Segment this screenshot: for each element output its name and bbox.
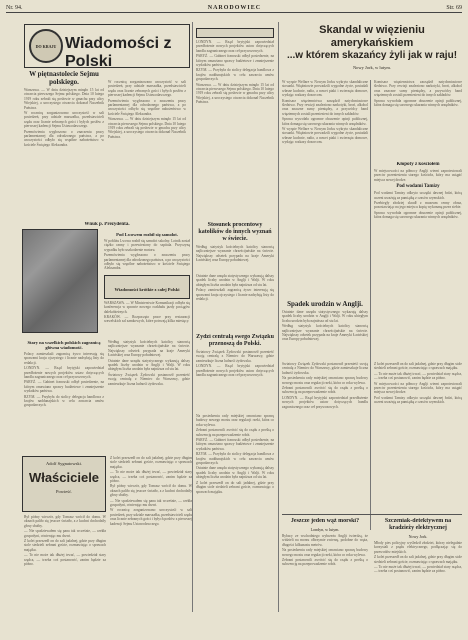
paragraph: Z kolei przeszedł on do sali jadalnej, gdzie przy długim stole siedzieli zebrani goście, rozmawiając o sprawach majątku. — [374, 555, 462, 564]
paragraph: W pobliżu Lwowa rozbił się samolot szkolny. Lotnik został ciężko ranny i przewieziony do szpitala. Przyczyną wypadku było uszkodzenie motoru. — [104, 239, 190, 252]
article-body — [282, 80, 368, 145]
article-body — [24, 352, 104, 408]
novel-author: Adolf Sygnatowski. — [46, 461, 82, 466]
article-body — [196, 350, 274, 377]
article-col3-mid — [196, 274, 274, 334]
paragraph: W wyspie Welfare w Nowym Jorku wykryto skandaliczne stosunki. Więźniowie prowadzili wygodne życie, posiadali własne kuchnie, radio, a nawet ptaki i zwierzęta domowe, wydając rozkazy dozorcom. — [282, 127, 368, 145]
paragraph: — To nie może tak dłużej trwać, — powiedział stary rządca, — trzeba coś postanowić, zanim będzie za późno. — [374, 565, 462, 574]
photo-caption: Wnuk p. Prezydenta. — [84, 222, 130, 227]
paragraph: WARSZAWA. — W Ministerstwie Komunikacji odbyła się konferencja w sprawie nowego rozkładu jazdy pociągów dalekobieżnych. — [104, 300, 190, 314]
paragraph: RZYM. — Przybyła do stolicy delegacja handlowa z krajów naddunajskich w celu zawarcia umów gospodarczych. — [196, 452, 274, 466]
dateline: Londyn, w lutym. — [310, 527, 340, 532]
paragraph: Był późny wieczór, gdy Tomasz wrócił do domu. W oknach paliło się jeszcze światło, a z kuchni dochodziły głosy służby. — [110, 484, 192, 498]
paragraph: RZYM. — Przybyła do stolicy delegacja handlowa z krajów naddunajskich w celu zawarcia umów gospodarczych. — [24, 394, 104, 408]
article-title: W piętnastolecie Sejmu polskiego. — [29, 70, 99, 86]
paragraph: Pod wodami Tamizy odkryto szczątki dawnej łodzi, którą uczeni uważają za pamiątkę z czasów rzymskich. — [374, 191, 462, 200]
article-stosunek — [196, 222, 274, 272]
article-szczeniak — [374, 518, 462, 630]
paragraph: LONDYN. — Rząd brytyjski zapowiedział przedłożenie nowych projektów ustaw dotyczących handlu zagranicznego oraz ceł przywozowych. — [24, 366, 104, 380]
article-col3-lower — [196, 414, 274, 630]
article-zydzi — [196, 334, 274, 414]
serial-novel-banner — [22, 456, 106, 512]
paragraph: Na posiedzeniu rady miejskiej omawiano sprawę budowy nowego mostu oraz regulacji rzeki, która co roku wylewa. — [196, 414, 274, 427]
paragraph: Pod wodami Tamizy odkryto szczątki dawnej łodzi, którą uczeni uważają za pamiątkę z czasów rzymskich. — [374, 395, 462, 405]
paragraph: PARYŻ. — Gabinet francuski odbył posiedzenie, na którym omawiano sprawy budżetowe i zmniejszenie wydatków państwa. — [196, 438, 274, 451]
article-title: Szczeniak-detektywem na kradzieży elektrycznej — [384, 518, 452, 531]
column-rule — [278, 22, 279, 612]
paragraph: Światowy Związek Żydowski postanowił przenieść swoją centralę z Niemiec do Warszawy, gdzie zamieszkuje liczna ludność żydowska. — [282, 362, 368, 375]
article-title: Spadek urodzin w Anglji. — [287, 300, 363, 308]
paragraph: Przemówienia wygłoszono o znaczeniu pracy parlamentarnej dla odrodzonego państwa, a po uroczystości odbyło się wspólne nabożeństwo w kościele Świętego Aleksandra. — [108, 98, 186, 116]
article-body — [282, 534, 368, 567]
paragraph: — Nie spodziewałem się pana tak wcześnie, — rzekła gospodyni, otwierając mu drzwi. — [24, 529, 106, 538]
novel-subtitle: Powieść. — [55, 489, 73, 494]
article-sejm-cont — [108, 80, 186, 220]
paragraph: LONDYN. — Rząd brytyjski zapowiedział przedłożenie nowych projektów ustaw dotyczących handlu zagranicznego oraz ceł przywozowych. — [196, 364, 274, 378]
article-sejm — [24, 70, 104, 220]
article-body — [374, 80, 462, 107]
article-body — [24, 88, 104, 147]
paragraph: Według statystyk kościelnych katolicy stanowią najliczniejsze wyznanie chrześcijańskie na świecie. Największy odsetek przypada na kraje Ameryki Łacińskiej oraz Europy południowej. — [282, 324, 368, 342]
article-body — [108, 80, 186, 139]
paragraph: Polacy zamieszkali zagranicą żywo interesują się sprawami kraju ojczystego i licznie nadsyłają listy do redakcji. — [24, 352, 104, 365]
article-krotkie1 — [196, 40, 274, 220]
article-jeszcze — [282, 518, 368, 630]
paragraph: Warszawa. — W dniu dzisiejszym minęło 15 lat od otwarcia pierwszego Sejmu polskiego. Dnia 10 lutego 1919 roku zebrali się posłowie w gmachu przy ulicy Wiejskiej, a uroczystego otwarcia dokonał Naczelnik Państwa. — [108, 117, 186, 139]
novel-title: Właściciele — [28, 470, 100, 485]
article-spadek — [282, 300, 368, 360]
article-title: Jeszcze jeden wąż morski? — [290, 518, 360, 524]
dateline: Nowy Jork, w lutym. — [352, 65, 392, 70]
paragraph: Ostatnie dane urzędu statystycznego wykazują dalszy spadek liczby urodzin w Anglji i Walji. W roku ubiegłym liczba urodzin była najniższa od stu lat. — [196, 274, 274, 287]
paragraph: Młody pies policyjny wyśledził złodziei, którzy nielegalnie korzystali z prądu elektrycznego, podłączając się do przewodów miejskich. — [374, 541, 462, 554]
paragraph: LONDYN. — Rząd brytyjski zapowiedział przedłożenie nowych projektów ustaw dotyczących handlu zagranicznego oraz ceł przywozowych. — [282, 395, 368, 409]
article-body — [374, 191, 462, 219]
seal-text: DO KRAJU — [35, 43, 57, 49]
seal-icon — [29, 29, 63, 63]
column-rule — [370, 80, 371, 530]
paragraph: Według statystyk kościelnych katolicy stanowią najliczniejsze wyznanie chrześcijańskie na świecie. Największy odsetek przypada na kraje Ameryki Łacińskiej oraz Europy południowej. — [196, 245, 274, 263]
article-body — [110, 456, 192, 526]
paragraph: Ostatnie dane urzędu statystycznego wykazują dalszy spadek liczby urodzin w Anglji i Walji. W roku ubiegłym liczba urodzin była najniższa od stu lat. — [108, 358, 190, 372]
novel-text-cont — [110, 456, 192, 630]
subheadline: ...w którem skazańcy żyli jak w raju! — [286, 50, 458, 61]
article-body — [196, 40, 274, 105]
paragraph: — To nie może tak dłużej trwać, — powiedział stary rządca, — trzeba coś postanowić, zanim będzie za późno. — [110, 470, 192, 484]
article-skandal-headline — [282, 24, 462, 76]
article-col5-lower — [374, 362, 462, 512]
photo-side-text — [104, 232, 190, 325]
paragraph: Zebrani postanowili zwrócić się do rządu z prośbą o subwencję na przeprowadzenie robót. — [282, 386, 368, 395]
paragraph: Zebrani postanowili zwrócić się do rządu z prośbą o subwencję na przeprowadzenie robót. — [196, 428, 274, 437]
paragraph: PARYŻ. — Gabinet francuski odbył posiedzenie, na którym omawiano sprawy budżetowe i zmniejszenie wydatków państwa. — [24, 380, 104, 394]
paragraph: Rybacy ze wschodniego wybrzeża Anglji twierdzą, że widzieli na morzu olbrzymie zwierzę, podobne do węża, długości kilkunastu metrów. — [282, 534, 368, 547]
article-title: Pod Lwowem rozbił się samolot. — [116, 232, 178, 237]
paragraph: W rocznicę zorganizowano uroczystość w sali posiedzeń, przy udziale marszałka, przedstawicieli rządu oraz licznie zebranych gości i byłych posłów z pierwszej kadencji Sejmu Ustawodawczego. — [110, 508, 192, 526]
article-body — [374, 362, 462, 405]
newspaper-title: NARODOWIEC — [207, 4, 262, 11]
column-rule — [192, 22, 193, 612]
article-body — [374, 541, 462, 574]
paragraph: W rocznicę zorganizowano uroczystość w sali posiedzeń, przy udziale marszałka, przedstawicieli rządu oraz licznie zebranych gości i byłych posłów z pierwszej kadencji Sejmu Ustawodawczego. — [24, 111, 104, 129]
article-stare — [24, 340, 104, 450]
article-skandal-body — [282, 80, 368, 298]
banner-title: Wiadomości krótkie z całej Polski — [114, 286, 180, 292]
paragraph: — To nie może tak dłużej trwać, — powiedział stary rządca, — trzeba coś postanowić, zanim będzie za późno. — [24, 553, 106, 567]
paragraph: LONDYN. — Rząd brytyjski zapowiedział przedłożenie nowych projektów ustaw dotyczących handlu zagranicznego oraz ceł przywozowych. — [196, 40, 274, 53]
paragraph: Na posiedzeniu rady miejskiej omawiano sprawę budowy nowego mostu oraz regulacji rzeki, która co roku wylewa. — [282, 548, 368, 557]
paragraph: Z kolei przeszedł on do sali jadalnej, gdzie przy długim stole siedzieli zebrani goście, rozmawiając o sprawach majątku. — [374, 362, 462, 371]
photo-image — [22, 229, 98, 333]
krotkie-banner — [104, 275, 190, 299]
paragraph: Warszawa. — W dniu dzisiejszym minęło 15 lat od otwarcia pierwszego Sejmu polskiego. Dnia 10 lutego 1919 roku zebrali się posłowie w gmachu przy ulicy Wiejskiej, a uroczystego otwarcia dokonał Naczelnik Państwa. — [196, 82, 274, 105]
paragraph: W wyspie Welfare w Nowym Jorku wykryto skandaliczne stosunki. Więźniowie prowadzili wygodne życie, posiadali własne kuchnie, radio, a nawet ptaki i zwierzęta domowe, wydając rozkazy dozorcom. — [282, 80, 368, 98]
article-body — [104, 239, 190, 271]
paragraph: Światowy Związek Żydowski postanowił przenieść swoją centralę z Niemiec do Warszawy, gdzie zamieszkuje liczna ludność żydowska. — [196, 350, 274, 363]
article-body — [374, 169, 462, 182]
article-title: Żydzi centralą swego Związku przenoszą do Polski. — [196, 334, 274, 347]
paragraph: Przemówienia wygłoszono o znaczeniu pracy parlamentarnej dla odrodzonego państwa, a po uroczystości odbyło się wspólne nabożeństwo w kościele Świętego Aleksandra. — [24, 129, 104, 147]
paragraph: Według statystyk kościelnych katolicy stanowią najliczniejsze wyznanie chrześcijańskie na świecie. Największy odsetek przypada na kraje Ameryki Łacińskiej oraz Europy południowej. — [108, 340, 190, 358]
article-title: Pod wodami Tamizy — [396, 184, 440, 190]
article-body — [196, 274, 274, 301]
paragraph: Światowy Związek Żydowski postanowił przenieść swoją centralę z Niemiec do Warszawy, gdzie zamieszkuje liczna ludność żydowska. — [108, 372, 190, 386]
paragraph: PARYŻ. — Gabinet francuski odbył posiedzenie, na którym omawiano sprawy budżetowe i zmniejszenie wydatków państwa. — [196, 54, 274, 68]
paragraph: — To nie może tak dłużej trwać, — powiedział stary rządca, — trzeba coś postanowić, zanim będzie za późno. — [374, 371, 462, 381]
issue-number: Nr. 94. — [6, 4, 23, 11]
paragraph: W miejscowości na północy Anglji wierni zaprotestowali przeciw przeniesieniu starego kościoła, który ma ustąpić miejsca nowej drodze. — [374, 381, 462, 395]
paragraph: Przemówienia wygłoszono o znaczeniu pracy parlamentarnej dla odrodzonego państwa, a po uroczystości odbyło się wspólne nabożeństwo w kościele Świętego Aleksandra. — [104, 253, 190, 271]
article-col2-lower — [108, 340, 190, 450]
novel-text — [24, 515, 106, 630]
paragraph: — Nie spodziewałem się pana tak wcześnie, — rzekła gospodyni, otwierając mu drzwi. — [110, 498, 192, 508]
article-body — [104, 301, 190, 324]
paragraph: Ostatnie dane urzędu statystycznego wykazują dalszy spadek liczby urodzin w Anglji i Walji. W roku ubiegłym liczba urodzin była najniższa od stu lat. — [282, 310, 368, 323]
paragraph: Komisarz więziennictwa zarządził natychmiastowe śledztwo. Przy rewizji znaleziono narkotyki, broń, alkohol oraz znaczne sumy pieniędzy, a przywódcy band więziennych zostali przeniesieni do innych zakładów. — [282, 98, 368, 116]
paragraph: RZYM. — Przybyła do stolicy delegacja handlowa z krajów naddunajskich w celu zawarcia umów gospodarczych. — [196, 68, 274, 82]
masthead — [24, 24, 190, 68]
paragraph: Warszawa. — W dniu dzisiejszym minęło 15 lat od otwarcia pierwszego Sejmu polskiego. Dnia 10 lutego 1919 roku zebrali się posłowie w gmachu przy ulicy Wiejskiej, a uroczystego otwarcia dokonał Naczelnik Państwa. — [24, 88, 104, 110]
paragraph: Polacy zamieszkali zagranicą żywo interesują się sprawami kraju ojczystego i licznie nadsyłają listy do redakcji. — [196, 288, 274, 302]
masthead-title: Wiadomości z Polski — [65, 35, 172, 68]
krotkie-header-box — [196, 28, 274, 38]
paragraph: Na posiedzeniu rady miejskiej omawiano sprawę budowy nowego mostu oraz regulacji rzeki, która co roku wylewa. — [282, 376, 368, 385]
paragraph: Sprawa wywołała ogromne oburzenie opinji publicznej, która domaga się surowego ukarania winnych urzędników. — [374, 98, 462, 108]
article-col5-mid — [374, 162, 462, 362]
paragraph: Z kolei przeszedł on do sali jadalnej, gdzie przy długim stole siedzieli zebrani goście, rozmawiając o sprawach majątku. — [110, 456, 192, 469]
photo-block — [22, 222, 192, 338]
headline: Skandal w więzieniu amerykańskiem — [319, 24, 425, 49]
paragraph: Sprawa wywołała ogromne oburzenie opinji publicznej, która domaga się surowego ukarania winnych urzędników. — [374, 210, 462, 220]
paragraph: W miejscowości na północy Anglji wierni zaprotestowali przeciw przeniesieniu starego kościoła, który ma ustąpić miejsca nowej drodze. — [374, 169, 462, 182]
article-body — [24, 515, 106, 566]
article-body — [282, 362, 368, 409]
article-title: Stary na wszelkich polskich zagranicą główna wiadomość. — [27, 340, 101, 350]
article-body — [196, 245, 274, 263]
paragraph: Przebiegły złodziej skradł z muzeum cenny obraz, pozostawiając na jego miejscu kopię wykonaną przez siebie. — [374, 201, 462, 210]
article-body — [108, 340, 190, 386]
paragraph: Był późny wieczór, gdy Tomasz wrócił do domu. W oknach paliło się jeszcze światło, a z kuchni dochodziły głosy służby. — [24, 515, 106, 528]
page-number: Str. 69 — [446, 4, 462, 11]
paragraph: Z kolei przeszedł on do sali jadalnej, gdzie przy długim stole siedzieli zebrani goście, rozmawiając o sprawach majątku. — [196, 480, 274, 494]
page-header — [6, 3, 462, 13]
paragraph: W rocznicę zorganizowano uroczystość w sali posiedzeń, przy udziale marszałka, przedstawicieli rządu oraz licznie zebranych gości i byłych posłów z pierwszej kadencji Sejmu Ustawodawczego. — [108, 80, 186, 98]
paragraph: Zebrani postanowili zwrócić się do rządu z prośbą o subwencję na przeprowadzenie robót. — [282, 558, 368, 567]
article-body — [196, 414, 274, 494]
article-col4-lower — [282, 362, 368, 512]
dateline: Nowy Jork. — [408, 534, 428, 539]
paragraph: Sprawa wywołała ogromne oburzenie opinji publicznej, która domaga się surowego ukarania winnych urzędników. — [282, 117, 368, 126]
article-title: Stosunek procentowy katolików do innych wyznań w świecie. — [198, 222, 272, 242]
paragraph: Z kolei przeszedł on do sali jadalnej, gdzie przy długim stole siedzieli zebrani goście, rozmawiając o sprawach majątku. — [24, 539, 106, 552]
section-rule — [282, 514, 462, 515]
paragraph: Ostatnie dane urzędu statystycznego wykazują dalszy spadek liczby urodzin w Anglji i Walji. W roku ubiegłym liczba urodzin była najniższa od stu lat. — [196, 466, 274, 480]
article-title: Kłopoty z kościołem — [396, 162, 440, 167]
article-body — [282, 310, 368, 342]
article-skandal-body-cont — [374, 80, 462, 160]
paragraph: KRAKÓW. — Rozpoczęto prace przy restauracji wawelskich sal zamkowych, które potrwają kilka miesięcy. — [104, 315, 190, 324]
paragraph: Komisarz więziennictwa zarządził natychmiastowe śledztwo. Przy rewizji znaleziono narkotyki, broń, alkohol oraz znaczne sumy pieniędzy, a przywódcy band więziennych zostali przeniesieni do innych zakładów. — [374, 80, 462, 98]
